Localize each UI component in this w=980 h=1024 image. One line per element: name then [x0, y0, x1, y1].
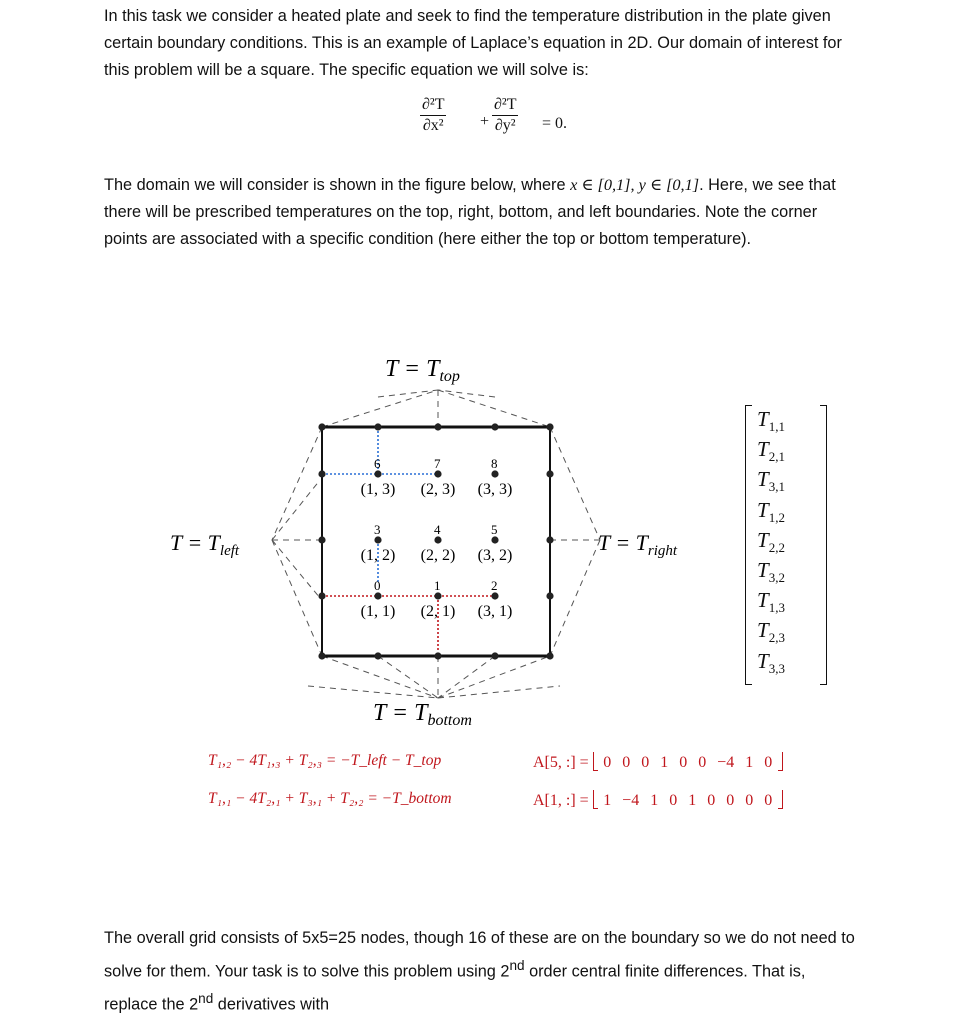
matrix-row-1-cells	[598, 792, 778, 809]
grid-node-index: 4	[434, 522, 441, 537]
grid-node	[421, 456, 456, 498]
left-boundary-label: $T = T_{left}$	[170, 530, 240, 559]
grid-node-index: 0	[374, 578, 381, 593]
closing-line-3-tail: derivatives with	[213, 995, 330, 1014]
matrix-row-1-label: A[1, :] =	[533, 792, 593, 809]
grid-node-index: 6	[374, 456, 381, 471]
d2t-dx2-fraction	[420, 96, 446, 135]
laplace-equation	[420, 96, 620, 156]
matrix-cell: 1	[650, 792, 659, 809]
matrix-cell: 0	[745, 792, 754, 809]
vector-entry: $T_{2,1}$	[757, 437, 785, 465]
d2t-dy2-fraction	[492, 96, 518, 135]
grid-node-coordinate: (3, 3)	[477, 481, 513, 498]
matrix-cell: 0	[669, 792, 678, 809]
vector-entry: $T_{3,2}$	[757, 558, 785, 586]
vector-entry: $T_{2,2}$	[757, 527, 785, 555]
closing-line-2	[104, 952, 934, 985]
domain-figure	[160, 350, 740, 740]
grid-node	[478, 456, 513, 498]
matrix-cell: 0	[603, 754, 612, 771]
top-boundary-label: $T = T_{top}$	[385, 356, 460, 385]
matrix-cell: 0	[726, 792, 735, 809]
grid-node-coordinate: (3, 2)	[477, 547, 513, 564]
grid-node-point	[491, 592, 498, 599]
domain-paragraph	[104, 171, 934, 253]
grid-node-point	[374, 470, 381, 477]
grid-node	[421, 522, 456, 564]
grid-node-point	[434, 592, 441, 599]
grid-node-coordinate: (2, 1)	[420, 603, 456, 620]
grid-node-index: 5	[491, 522, 498, 537]
intro-paragraph	[104, 3, 934, 84]
grid-node-coordinate: (2, 2)	[420, 547, 456, 564]
matrix-row-1	[533, 790, 783, 810]
domain-line-1-tail: . Here, we see that	[699, 176, 836, 194]
right-boundary-label: $T = T_{right}$	[598, 530, 678, 559]
plus-sign: +	[480, 113, 490, 130]
grid-node	[361, 578, 396, 620]
vector-entry: $T_{3,1}$	[757, 467, 785, 495]
vector-entry: $T_{1,1}$	[757, 407, 785, 435]
matrix-cell: 0	[679, 754, 688, 771]
grid-node-index: 2	[491, 578, 498, 593]
intro-line-2: certain boundary conditions. This is an example of Laplace’s equation in 2D. Our domain of interest for	[104, 34, 842, 52]
grid-node-coordinate: (3, 1)	[477, 603, 513, 620]
matrix-cell: 0	[622, 754, 631, 771]
equation-node-6: T₁,₂ − 4T₁,₃ + T₂,₃ = −T_left − T_top	[208, 752, 442, 769]
grid-node-coordinate: (1, 1)	[360, 603, 396, 620]
vector-right-bracket	[820, 405, 827, 685]
matrix-right-bracket	[778, 790, 783, 809]
grid-node-point	[491, 470, 498, 477]
matrix-cell: −4	[622, 792, 640, 809]
equation-node-1: T₁,₁ − 4T₂,₁ + T₃,₁ + T₂,₂ = −T_bottom	[208, 790, 452, 807]
closing-line-3	[104, 985, 934, 1018]
domain-math: x ∈ [0,1], y ∈ [0,1]	[570, 175, 700, 194]
domain-line-1-text: The domain we will consider is shown in the figure below, where	[104, 176, 571, 194]
closing-line-3-text: replace the 2	[104, 995, 199, 1014]
superscript-nd: nd	[509, 958, 525, 973]
grid-node-index: 1	[434, 578, 441, 593]
vector-entry: $T_{2,3}$	[757, 618, 785, 646]
matrix-row-5-cells	[598, 754, 778, 771]
grid-node	[361, 456, 396, 498]
intro-line-3: this problem will be a square. The specific equation we will solve is:	[104, 61, 589, 79]
intro-line-1: In this task we consider a heated plate and seek to find the temperature distribution in the plate given	[104, 7, 831, 25]
vector-entry: $T_{1,2}$	[757, 497, 785, 525]
matrix-cell: 0	[641, 754, 650, 771]
grid-node-point	[434, 470, 441, 477]
matrix-cell: 0	[764, 792, 773, 809]
matrix-cell: 1	[660, 754, 669, 771]
grid-node-coordinate: (2, 3)	[420, 481, 456, 498]
matrix-cell: −4	[717, 754, 735, 771]
grid-node	[478, 522, 513, 564]
grid-node-point	[374, 592, 381, 599]
matrix-cell: 1	[688, 792, 697, 809]
grid-node-index: 7	[434, 456, 441, 471]
matrix-row-5-label: A[5, :] =	[533, 754, 593, 771]
closing-line-1: The overall grid consists of 5x5=25 nodes, though 16 of these are on the boundary so we do not need to	[104, 929, 855, 947]
matrix-cell: 0	[707, 792, 716, 809]
unknown-vector	[745, 405, 827, 683]
superscript-nd: nd	[198, 991, 214, 1007]
grid-node-index: 8	[491, 456, 498, 471]
grid-node-point	[434, 536, 441, 543]
grid-node-point	[491, 536, 498, 543]
matrix-cell: 1	[603, 792, 612, 809]
matrix-cell: 0	[764, 754, 773, 771]
closing-line-2-text: solve for them. Your task is to solve this problem using 2	[104, 962, 510, 981]
matrix-right-bracket	[778, 752, 783, 771]
grid-node-coordinate: (1, 3)	[360, 481, 396, 498]
closing-line-2-tail: order central finite differences. That is,	[524, 962, 806, 981]
grid-node-coordinate: (1, 2)	[360, 547, 396, 564]
domain-line-2: there will be prescribed temperatures on the top, right, bottom, and left boundaries. Note the corner	[104, 203, 818, 221]
grid-node	[421, 578, 456, 620]
closing-paragraph	[104, 925, 934, 1019]
fraction-denominator: ∂y²	[494, 117, 516, 134]
fraction-numerator: ∂²T	[420, 96, 446, 116]
matrix-cell: 1	[745, 754, 754, 771]
grid-node-index: 3	[374, 522, 381, 537]
grid-node-point	[374, 536, 381, 543]
bottom-boundary-label: $T = T_{bottom}$	[373, 700, 472, 729]
stencil-lines	[322, 427, 495, 650]
grid-node	[478, 578, 513, 620]
equals-zero: = 0.	[542, 115, 568, 132]
matrix-cell: 0	[698, 754, 707, 771]
domain-line-3: points are associated with a specific condition (here either the top or bottom temperature).	[104, 230, 752, 248]
fraction-denominator: ∂x²	[422, 117, 444, 134]
matrix-row-5	[533, 752, 783, 772]
fraction-numerator: ∂²T	[492, 96, 518, 116]
vector-left-bracket	[745, 405, 752, 685]
vector-entry: $T_{1,3}$	[757, 588, 785, 616]
grid-node	[361, 522, 396, 564]
vector-entry: $T_{3,3}$	[757, 648, 785, 676]
domain-line-1	[104, 171, 934, 199]
